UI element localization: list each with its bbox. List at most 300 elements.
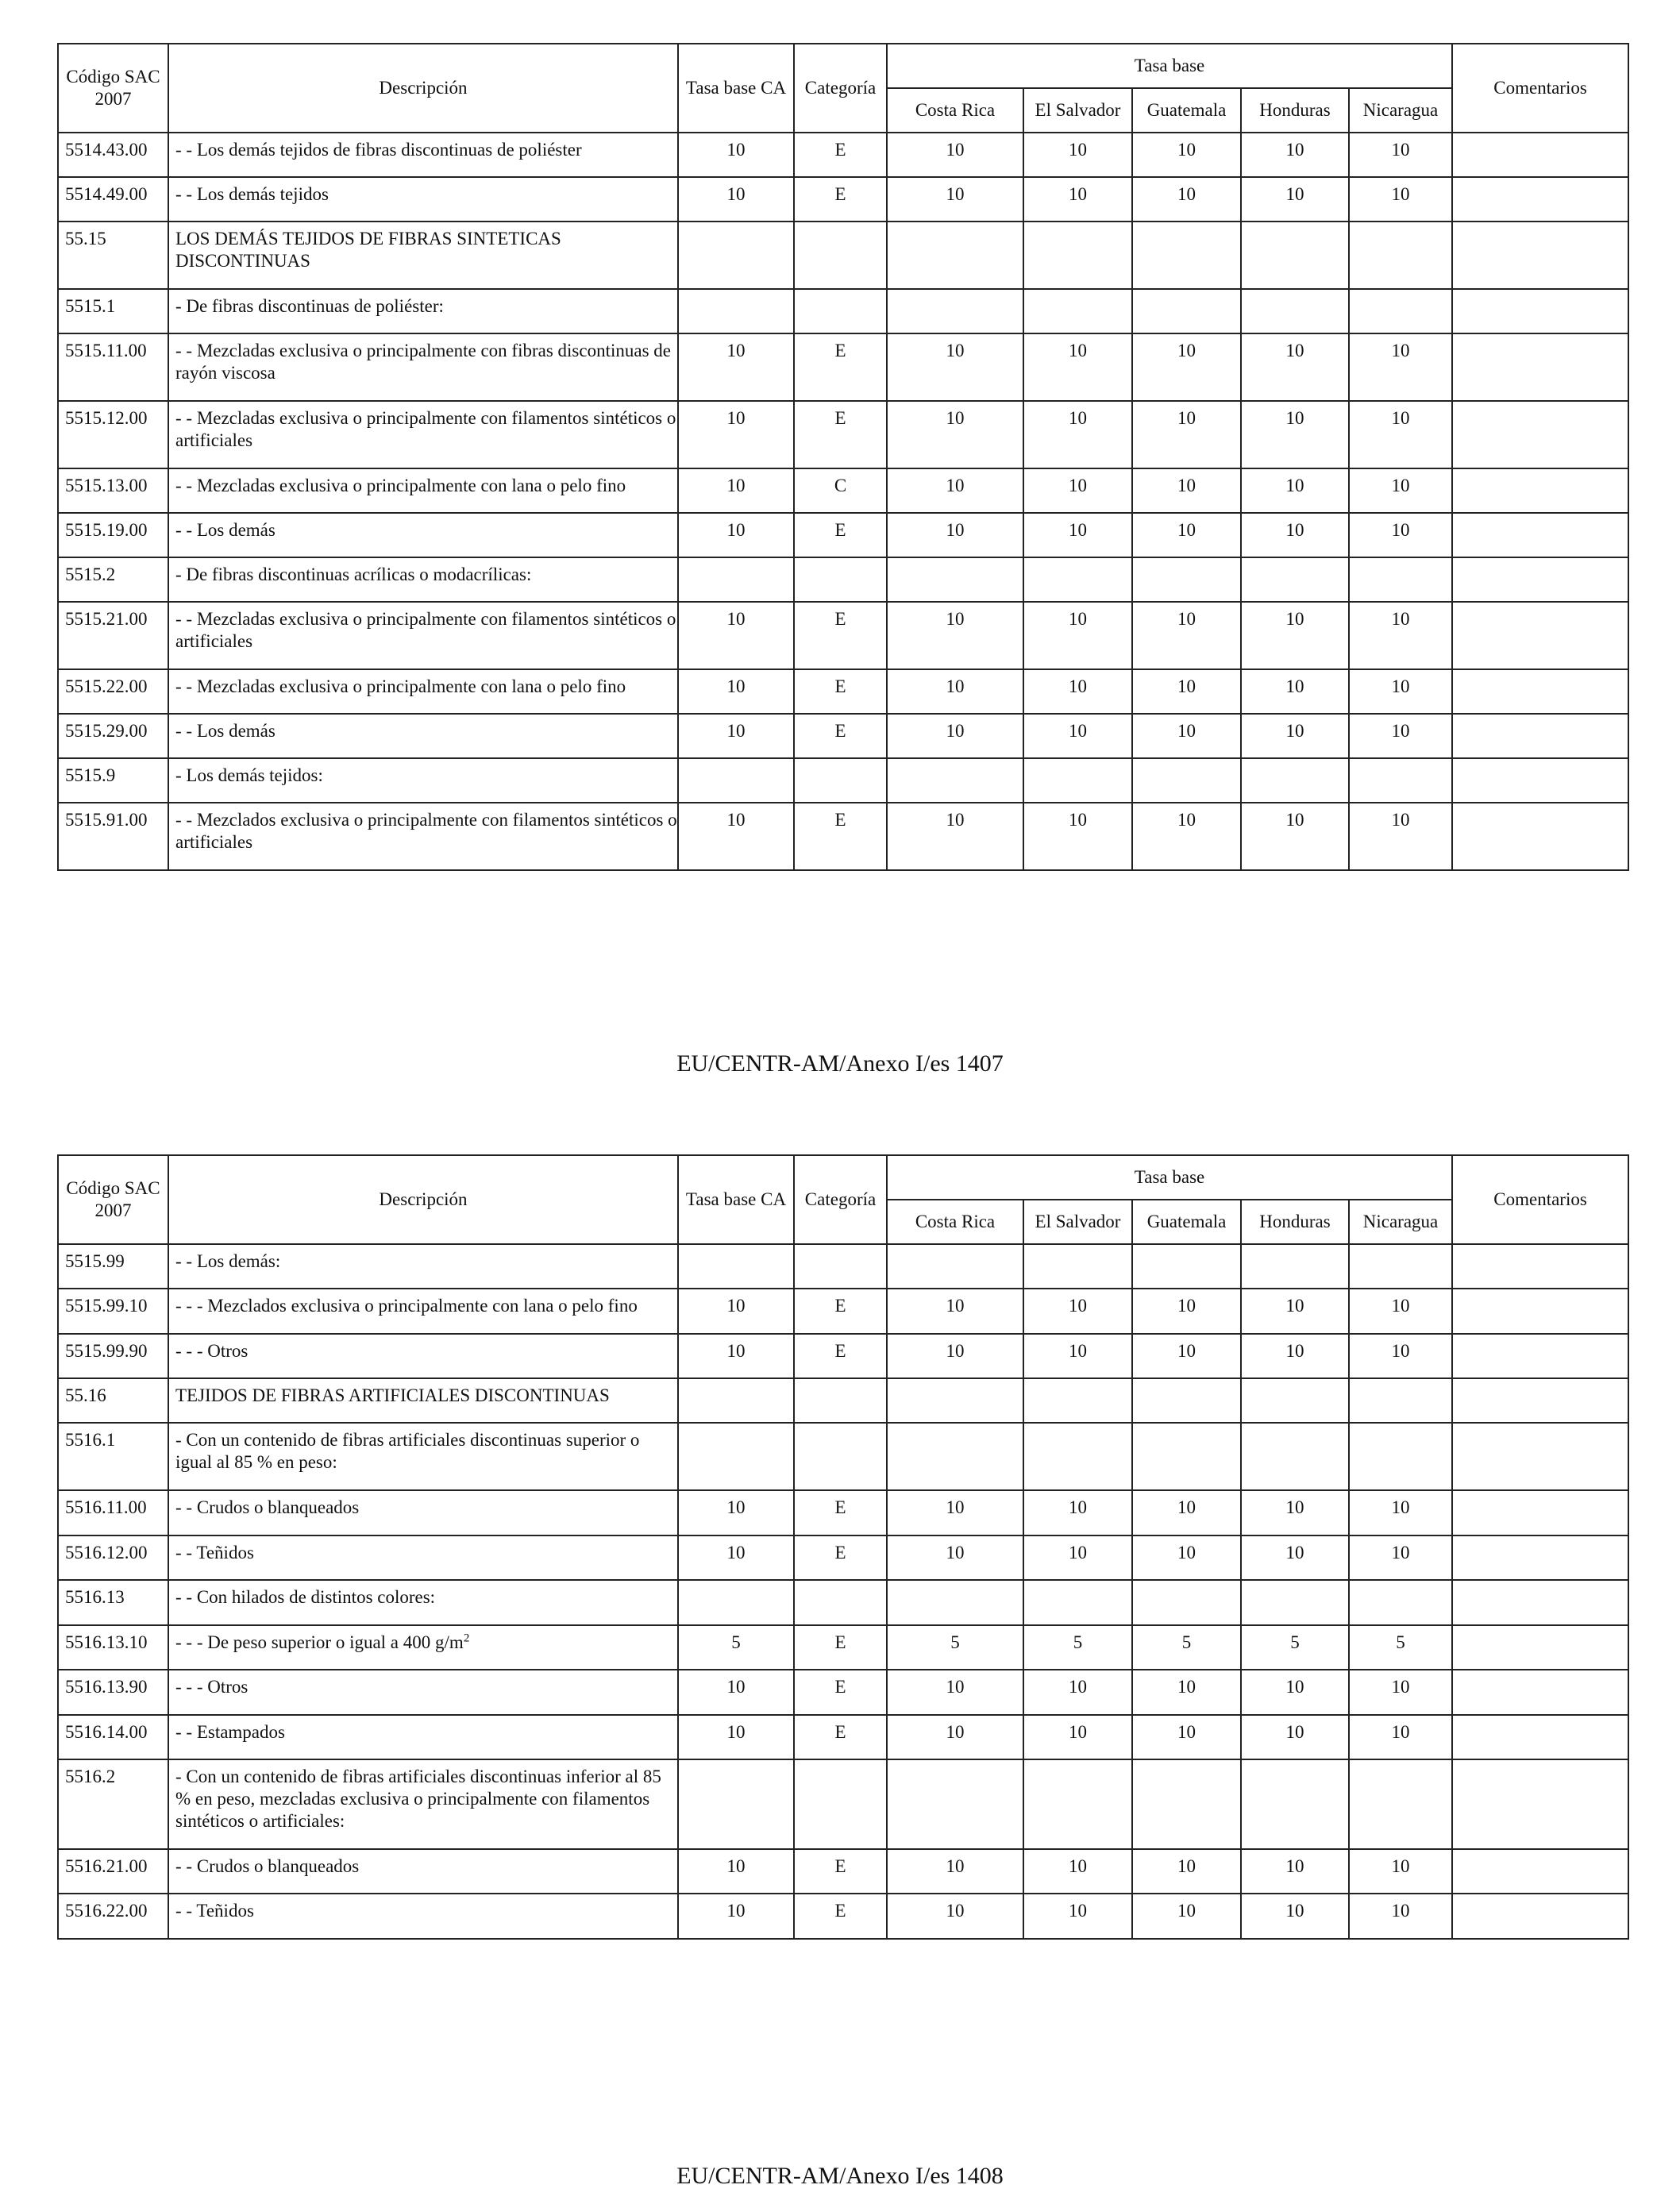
- guatemala-cell: 10: [1132, 1535, 1241, 1580]
- el-salvador-cell: 10: [1023, 1289, 1132, 1334]
- unit-superscript: 2: [463, 1632, 470, 1645]
- hs-code-cell: 5516.2: [58, 1759, 168, 1849]
- col-header-el-salvador: El Salvador: [1023, 1200, 1132, 1244]
- comentarios-cell: [1452, 557, 1628, 602]
- honduras-cell: [1241, 1423, 1349, 1490]
- honduras-cell: 10: [1241, 1670, 1349, 1715]
- comentarios-cell: [1452, 1378, 1628, 1423]
- hs-code-cell: 5516.12.00: [58, 1535, 168, 1580]
- honduras-cell: 5: [1241, 1625, 1349, 1670]
- description-text: - - - De peso superior o igual a 400 g/m: [175, 1632, 464, 1652]
- description-text: - - Con hilados de distintos colores:: [175, 1587, 436, 1607]
- hs-code-cell: 5515.29.00: [58, 714, 168, 758]
- el-salvador-cell: 10: [1023, 669, 1132, 714]
- categoria-cell: [794, 1580, 887, 1625]
- tasa-base-ca-cell: [678, 1244, 794, 1289]
- guatemala-cell: [1132, 222, 1241, 289]
- tasa-base-ca-cell: 10: [678, 1289, 794, 1334]
- honduras-cell: 10: [1241, 803, 1349, 870]
- col-header-guatemala: Guatemala: [1132, 88, 1241, 133]
- guatemala-cell: [1132, 557, 1241, 602]
- costa-rica-cell: 10: [887, 468, 1023, 513]
- table-row: [58, 133, 1628, 177]
- costa-rica-cell: 10: [887, 1894, 1023, 1939]
- costa-rica-cell: 10: [887, 1715, 1023, 1759]
- nicaragua-cell: 10: [1349, 177, 1452, 222]
- honduras-cell: 10: [1241, 468, 1349, 513]
- el-salvador-cell: 10: [1023, 1334, 1132, 1378]
- costa-rica-cell: 10: [887, 513, 1023, 557]
- table-header-row: [58, 44, 1628, 88]
- el-salvador-cell: 10: [1023, 1535, 1132, 1580]
- nicaragua-cell: 10: [1349, 1490, 1452, 1535]
- nicaragua-cell: [1349, 557, 1452, 602]
- comentarios-cell: [1452, 1535, 1628, 1580]
- description-cell: [168, 1535, 678, 1580]
- table-row: [58, 669, 1628, 714]
- comentarios-cell: [1452, 1490, 1628, 1535]
- categoria-cell: E: [794, 1670, 887, 1715]
- description-text: - - Mezcladas exclusiva o principalmente con lana o pelo fino: [175, 676, 626, 696]
- honduras-cell: [1241, 1580, 1349, 1625]
- col-header-tasa-base-ca: Tasa base CA: [678, 1155, 794, 1244]
- tasa-base-ca-cell: 10: [678, 1535, 794, 1580]
- tasa-base-ca-cell: [678, 557, 794, 602]
- table-row: [58, 758, 1628, 803]
- col-header-tasa-base-ca: Tasa base CA: [678, 44, 794, 133]
- description-text: - - Mezclados exclusiva o principalmente con filamentos sintéticos o artificiales: [175, 810, 677, 852]
- hs-code-cell: 5516.22.00: [58, 1894, 168, 1939]
- comentarios-cell: [1452, 1334, 1628, 1378]
- categoria-cell: [794, 222, 887, 289]
- hs-code-cell: 5514.49.00: [58, 177, 168, 222]
- nicaragua-cell: 10: [1349, 803, 1452, 870]
- description-text: - - Crudos o blanqueados: [175, 1856, 360, 1876]
- costa-rica-cell: 10: [887, 1849, 1023, 1894]
- nicaragua-cell: [1349, 1580, 1452, 1625]
- table-row: [58, 1490, 1628, 1535]
- categoria-cell: [794, 1378, 887, 1423]
- tasa-base-ca-cell: [678, 1580, 794, 1625]
- table-row: [58, 1849, 1628, 1894]
- description-cell: [168, 177, 678, 222]
- table-body: [58, 133, 1628, 870]
- el-salvador-cell: [1023, 1759, 1132, 1849]
- categoria-cell: E: [794, 1334, 887, 1378]
- table-row: [58, 1670, 1628, 1715]
- categoria-cell: E: [794, 602, 887, 669]
- table-row: [58, 513, 1628, 557]
- table-row: [58, 1289, 1628, 1334]
- hs-code-cell: 5516.14.00: [58, 1715, 168, 1759]
- description-text: - - Estampados: [175, 1722, 285, 1742]
- hs-code-cell: 5515.11.00: [58, 333, 168, 401]
- description-cell: [168, 401, 678, 468]
- costa-rica-cell: [887, 1378, 1023, 1423]
- guatemala-cell: 10: [1132, 133, 1241, 177]
- guatemala-cell: 10: [1132, 333, 1241, 401]
- tasa-base-ca-cell: 10: [678, 1715, 794, 1759]
- tasa-base-ca-cell: [678, 1759, 794, 1849]
- col-header-honduras: Honduras: [1241, 1200, 1349, 1244]
- guatemala-cell: 10: [1132, 1715, 1241, 1759]
- nicaragua-cell: 10: [1349, 1289, 1452, 1334]
- nicaragua-cell: 10: [1349, 1670, 1452, 1715]
- comentarios-cell: [1452, 803, 1628, 870]
- tasa-base-ca-cell: 10: [678, 1894, 794, 1939]
- honduras-cell: 10: [1241, 1715, 1349, 1759]
- description-text: - - Los demás tejidos: [175, 184, 329, 204]
- description-cell: [168, 513, 678, 557]
- tasa-base-ca-cell: [678, 1378, 794, 1423]
- nicaragua-cell: 10: [1349, 333, 1452, 401]
- description-cell: [168, 714, 678, 758]
- nicaragua-cell: 10: [1349, 1715, 1452, 1759]
- comentarios-cell: [1452, 1289, 1628, 1334]
- hs-code-cell: 5516.11.00: [58, 1490, 168, 1535]
- categoria-cell: E: [794, 1849, 887, 1894]
- hs-code-cell: 55.16: [58, 1378, 168, 1423]
- honduras-cell: 10: [1241, 1849, 1349, 1894]
- comentarios-cell: [1452, 513, 1628, 557]
- hs-code-cell: 55.15: [58, 222, 168, 289]
- table-row: [58, 803, 1628, 870]
- costa-rica-cell: [887, 222, 1023, 289]
- comentarios-cell: [1452, 758, 1628, 803]
- comentarios-cell: [1452, 133, 1628, 177]
- description-cell: [168, 602, 678, 669]
- col-header-comentarios: Comentarios: [1452, 44, 1628, 133]
- costa-rica-cell: [887, 1244, 1023, 1289]
- hs-code-cell: 5515.13.00: [58, 468, 168, 513]
- costa-rica-cell: [887, 1759, 1023, 1849]
- hs-code-cell: 5515.22.00: [58, 669, 168, 714]
- description-text: TEJIDOS DE FIBRAS ARTIFICIALES DISCONTINUAS: [175, 1385, 610, 1405]
- table-row: [58, 222, 1628, 289]
- table-row: [58, 401, 1628, 468]
- guatemala-cell: 10: [1132, 669, 1241, 714]
- hs-code-cell: 5515.19.00: [58, 513, 168, 557]
- categoria-cell: [794, 289, 887, 333]
- honduras-cell: [1241, 1244, 1349, 1289]
- el-salvador-cell: [1023, 289, 1132, 333]
- hs-code-cell: 5515.1: [58, 289, 168, 333]
- el-salvador-cell: [1023, 1244, 1132, 1289]
- description-text: - - Teñidos: [175, 1543, 254, 1562]
- hs-code-cell: 5515.91.00: [58, 803, 168, 870]
- costa-rica-cell: 10: [887, 1670, 1023, 1715]
- nicaragua-cell: [1349, 222, 1452, 289]
- nicaragua-cell: [1349, 1759, 1452, 1849]
- comentarios-cell: [1452, 1625, 1628, 1670]
- col-header-guatemala: Guatemala: [1132, 1200, 1241, 1244]
- nicaragua-cell: [1349, 758, 1452, 803]
- nicaragua-cell: 10: [1349, 401, 1452, 468]
- table-body: [58, 1244, 1628, 1939]
- tariff-table-page-1407: [57, 43, 1629, 871]
- el-salvador-cell: 10: [1023, 468, 1132, 513]
- table-row: [58, 714, 1628, 758]
- hs-code-cell: 5516.13: [58, 1580, 168, 1625]
- guatemala-cell: 10: [1132, 1334, 1241, 1378]
- description-cell: [168, 758, 678, 803]
- table-row: [58, 602, 1628, 669]
- hs-code-cell: 5515.99: [58, 1244, 168, 1289]
- guatemala-cell: 10: [1132, 714, 1241, 758]
- comentarios-cell: [1452, 468, 1628, 513]
- guatemala-cell: 10: [1132, 177, 1241, 222]
- nicaragua-cell: 10: [1349, 1894, 1452, 1939]
- col-header-nicaragua: Nicaragua: [1349, 88, 1452, 133]
- description-cell: [168, 1378, 678, 1423]
- description-text: - - Mezcladas exclusiva o principalmente con lana o pelo fino: [175, 476, 626, 495]
- description-text: - - Crudos o blanqueados: [175, 1497, 360, 1517]
- comentarios-cell: [1452, 1580, 1628, 1625]
- costa-rica-cell: [887, 1580, 1023, 1625]
- hs-code-cell: 5515.99.90: [58, 1334, 168, 1378]
- col-header-tasa-base: Tasa base: [887, 1155, 1452, 1200]
- comentarios-cell: [1452, 1423, 1628, 1490]
- honduras-cell: [1241, 1378, 1349, 1423]
- table-row: [58, 557, 1628, 602]
- categoria-cell: E: [794, 133, 887, 177]
- comentarios-cell: [1452, 222, 1628, 289]
- categoria-cell: E: [794, 401, 887, 468]
- description-text: - - Mezcladas exclusiva o principalmente con fibras discontinuas de rayón viscosa: [175, 341, 671, 383]
- categoria-cell: E: [794, 177, 887, 222]
- description-text: - - Los demás:: [175, 1251, 281, 1271]
- nicaragua-cell: 10: [1349, 602, 1452, 669]
- nicaragua-cell: 10: [1349, 669, 1452, 714]
- comentarios-cell: [1452, 1244, 1628, 1289]
- tasa-base-ca-cell: 10: [678, 333, 794, 401]
- tasa-base-ca-cell: 10: [678, 468, 794, 513]
- categoria-cell: [794, 557, 887, 602]
- table-row: [58, 1423, 1628, 1490]
- hs-code-cell: 5515.2: [58, 557, 168, 602]
- table-row: [58, 177, 1628, 222]
- costa-rica-cell: 10: [887, 1334, 1023, 1378]
- description-text: LOS DEMÁS TEJIDOS DE FIBRAS SINTETICAS DISCONTINUAS: [175, 229, 561, 271]
- tasa-base-ca-cell: [678, 758, 794, 803]
- nicaragua-cell: [1349, 1378, 1452, 1423]
- guatemala-cell: 10: [1132, 1670, 1241, 1715]
- costa-rica-cell: 10: [887, 1490, 1023, 1535]
- nicaragua-cell: [1349, 1244, 1452, 1289]
- categoria-cell: [794, 1759, 887, 1849]
- comentarios-cell: [1452, 177, 1628, 222]
- honduras-cell: 10: [1241, 513, 1349, 557]
- description-cell: [168, 289, 678, 333]
- hs-code-cell: 5516.1: [58, 1423, 168, 1490]
- tasa-base-ca-cell: 10: [678, 401, 794, 468]
- description-cell: [168, 468, 678, 513]
- hs-code-cell: 5515.99.10: [58, 1289, 168, 1334]
- honduras-cell: 10: [1241, 177, 1349, 222]
- costa-rica-cell: [887, 557, 1023, 602]
- el-salvador-cell: 10: [1023, 177, 1132, 222]
- description-cell: [168, 133, 678, 177]
- table-row: [58, 1625, 1628, 1670]
- nicaragua-cell: [1349, 289, 1452, 333]
- tasa-base-ca-cell: 10: [678, 1334, 794, 1378]
- description-text: - - Mezcladas exclusiva o principalmente con filamentos sintéticos o artificiales: [175, 609, 676, 651]
- comentarios-cell: [1452, 1670, 1628, 1715]
- guatemala-cell: [1132, 1759, 1241, 1849]
- el-salvador-cell: [1023, 557, 1132, 602]
- description-text: - - Teñidos: [175, 1901, 254, 1921]
- guatemala-cell: 10: [1132, 1849, 1241, 1894]
- comentarios-cell: [1452, 602, 1628, 669]
- honduras-cell: [1241, 557, 1349, 602]
- honduras-cell: [1241, 758, 1349, 803]
- description-cell: [168, 1580, 678, 1625]
- table-header-row: [58, 1155, 1628, 1200]
- tasa-base-ca-cell: 10: [678, 669, 794, 714]
- nicaragua-cell: 10: [1349, 1849, 1452, 1894]
- table-row: [58, 289, 1628, 333]
- comentarios-cell: [1452, 1715, 1628, 1759]
- costa-rica-cell: 10: [887, 333, 1023, 401]
- description-cell: [168, 557, 678, 602]
- categoria-cell: E: [794, 1490, 887, 1535]
- table-row: [58, 1334, 1628, 1378]
- description-text: - - - Otros: [175, 1341, 249, 1361]
- table-row: [58, 1244, 1628, 1289]
- nicaragua-cell: 10: [1349, 1334, 1452, 1378]
- el-salvador-cell: 10: [1023, 602, 1132, 669]
- guatemala-cell: 10: [1132, 1894, 1241, 1939]
- nicaragua-cell: 5: [1349, 1625, 1452, 1670]
- description-cell: [168, 1715, 678, 1759]
- guatemala-cell: [1132, 289, 1241, 333]
- el-salvador-cell: [1023, 1580, 1132, 1625]
- tasa-base-ca-cell: 10: [678, 1490, 794, 1535]
- el-salvador-cell: 10: [1023, 401, 1132, 468]
- guatemala-cell: 10: [1132, 1289, 1241, 1334]
- honduras-cell: 10: [1241, 1490, 1349, 1535]
- categoria-cell: [794, 758, 887, 803]
- el-salvador-cell: 10: [1023, 333, 1132, 401]
- table-row: [58, 1378, 1628, 1423]
- categoria-cell: [794, 1244, 887, 1289]
- categoria-cell: E: [794, 714, 887, 758]
- page-footer-1407: EU/CENTR-AM/Anexo I/es 1407: [676, 1050, 1004, 1077]
- el-salvador-cell: 10: [1023, 513, 1132, 557]
- col-header-categoria: Categoría: [794, 1155, 887, 1244]
- costa-rica-cell: 10: [887, 401, 1023, 468]
- costa-rica-cell: 10: [887, 177, 1023, 222]
- description-cell: [168, 1244, 678, 1289]
- description-text: - - - Otros: [175, 1677, 249, 1697]
- description-cell: [168, 1423, 678, 1490]
- col-header-descripcion: Descripción: [168, 44, 678, 133]
- el-salvador-cell: 10: [1023, 1715, 1132, 1759]
- nicaragua-cell: 10: [1349, 133, 1452, 177]
- comentarios-cell: [1452, 1849, 1628, 1894]
- comentarios-cell: [1452, 1894, 1628, 1939]
- tasa-base-ca-cell: 10: [678, 714, 794, 758]
- hs-code-cell: 5516.21.00: [58, 1849, 168, 1894]
- description-cell: [168, 1670, 678, 1715]
- nicaragua-cell: 10: [1349, 1535, 1452, 1580]
- description-text: - Con un contenido de fibras artificiales discontinuas superior o igual al 85 % en peso:: [175, 1430, 640, 1472]
- guatemala-cell: 10: [1132, 1490, 1241, 1535]
- tasa-base-ca-cell: 5: [678, 1625, 794, 1670]
- col-header-descripcion: Descripción: [168, 1155, 678, 1244]
- comentarios-cell: [1452, 289, 1628, 333]
- hs-code-cell: 5516.13.10: [58, 1625, 168, 1670]
- description-cell: [168, 1849, 678, 1894]
- categoria-cell: E: [794, 1289, 887, 1334]
- nicaragua-cell: 10: [1349, 714, 1452, 758]
- description-cell: [168, 1334, 678, 1378]
- el-salvador-cell: 10: [1023, 803, 1132, 870]
- col-header-costa-rica: Costa Rica: [887, 88, 1023, 133]
- costa-rica-cell: 10: [887, 714, 1023, 758]
- description-cell: [168, 1490, 678, 1535]
- tasa-base-ca-cell: [678, 289, 794, 333]
- nicaragua-cell: [1349, 1423, 1452, 1490]
- hs-code-cell: 5515.9: [58, 758, 168, 803]
- costa-rica-cell: 10: [887, 602, 1023, 669]
- el-salvador-cell: 5: [1023, 1625, 1132, 1670]
- nicaragua-cell: 10: [1349, 468, 1452, 513]
- hs-code-cell: 5514.43.00: [58, 133, 168, 177]
- honduras-cell: 10: [1241, 333, 1349, 401]
- honduras-cell: [1241, 222, 1349, 289]
- tariff-table-page-1408: [57, 1154, 1629, 1940]
- guatemala-cell: 10: [1132, 401, 1241, 468]
- guatemala-cell: 10: [1132, 468, 1241, 513]
- el-salvador-cell: 10: [1023, 1849, 1132, 1894]
- honduras-cell: 10: [1241, 669, 1349, 714]
- categoria-cell: E: [794, 333, 887, 401]
- honduras-cell: [1241, 1759, 1349, 1849]
- description-cell: [168, 669, 678, 714]
- categoria-cell: E: [794, 1625, 887, 1670]
- el-salvador-cell: 10: [1023, 714, 1132, 758]
- description-text: - - - Mezclados exclusiva o principalmente con lana o pelo fino: [175, 1296, 638, 1316]
- table-row: [58, 1894, 1628, 1939]
- honduras-cell: 10: [1241, 1289, 1349, 1334]
- table-row: [58, 468, 1628, 513]
- col-header-costa-rica: Costa Rica: [887, 1200, 1023, 1244]
- costa-rica-cell: 10: [887, 669, 1023, 714]
- guatemala-cell: 10: [1132, 803, 1241, 870]
- honduras-cell: 10: [1241, 1535, 1349, 1580]
- categoria-cell: E: [794, 1715, 887, 1759]
- honduras-cell: 10: [1241, 602, 1349, 669]
- costa-rica-cell: [887, 1423, 1023, 1490]
- tasa-base-ca-cell: 10: [678, 177, 794, 222]
- table-row: [58, 333, 1628, 401]
- comentarios-cell: [1452, 333, 1628, 401]
- tasa-base-ca-cell: [678, 222, 794, 289]
- description-text: - - Mezcladas exclusiva o principalmente con filamentos sintéticos o artificiales: [175, 408, 676, 450]
- tasa-base-ca-cell: 10: [678, 133, 794, 177]
- categoria-cell: E: [794, 803, 887, 870]
- el-salvador-cell: 10: [1023, 1670, 1132, 1715]
- comentarios-cell: [1452, 1759, 1628, 1849]
- honduras-cell: 10: [1241, 133, 1349, 177]
- el-salvador-cell: [1023, 222, 1132, 289]
- nicaragua-cell: 10: [1349, 513, 1452, 557]
- tasa-base-ca-cell: 10: [678, 513, 794, 557]
- guatemala-cell: 5: [1132, 1625, 1241, 1670]
- honduras-cell: 10: [1241, 401, 1349, 468]
- guatemala-cell: [1132, 1378, 1241, 1423]
